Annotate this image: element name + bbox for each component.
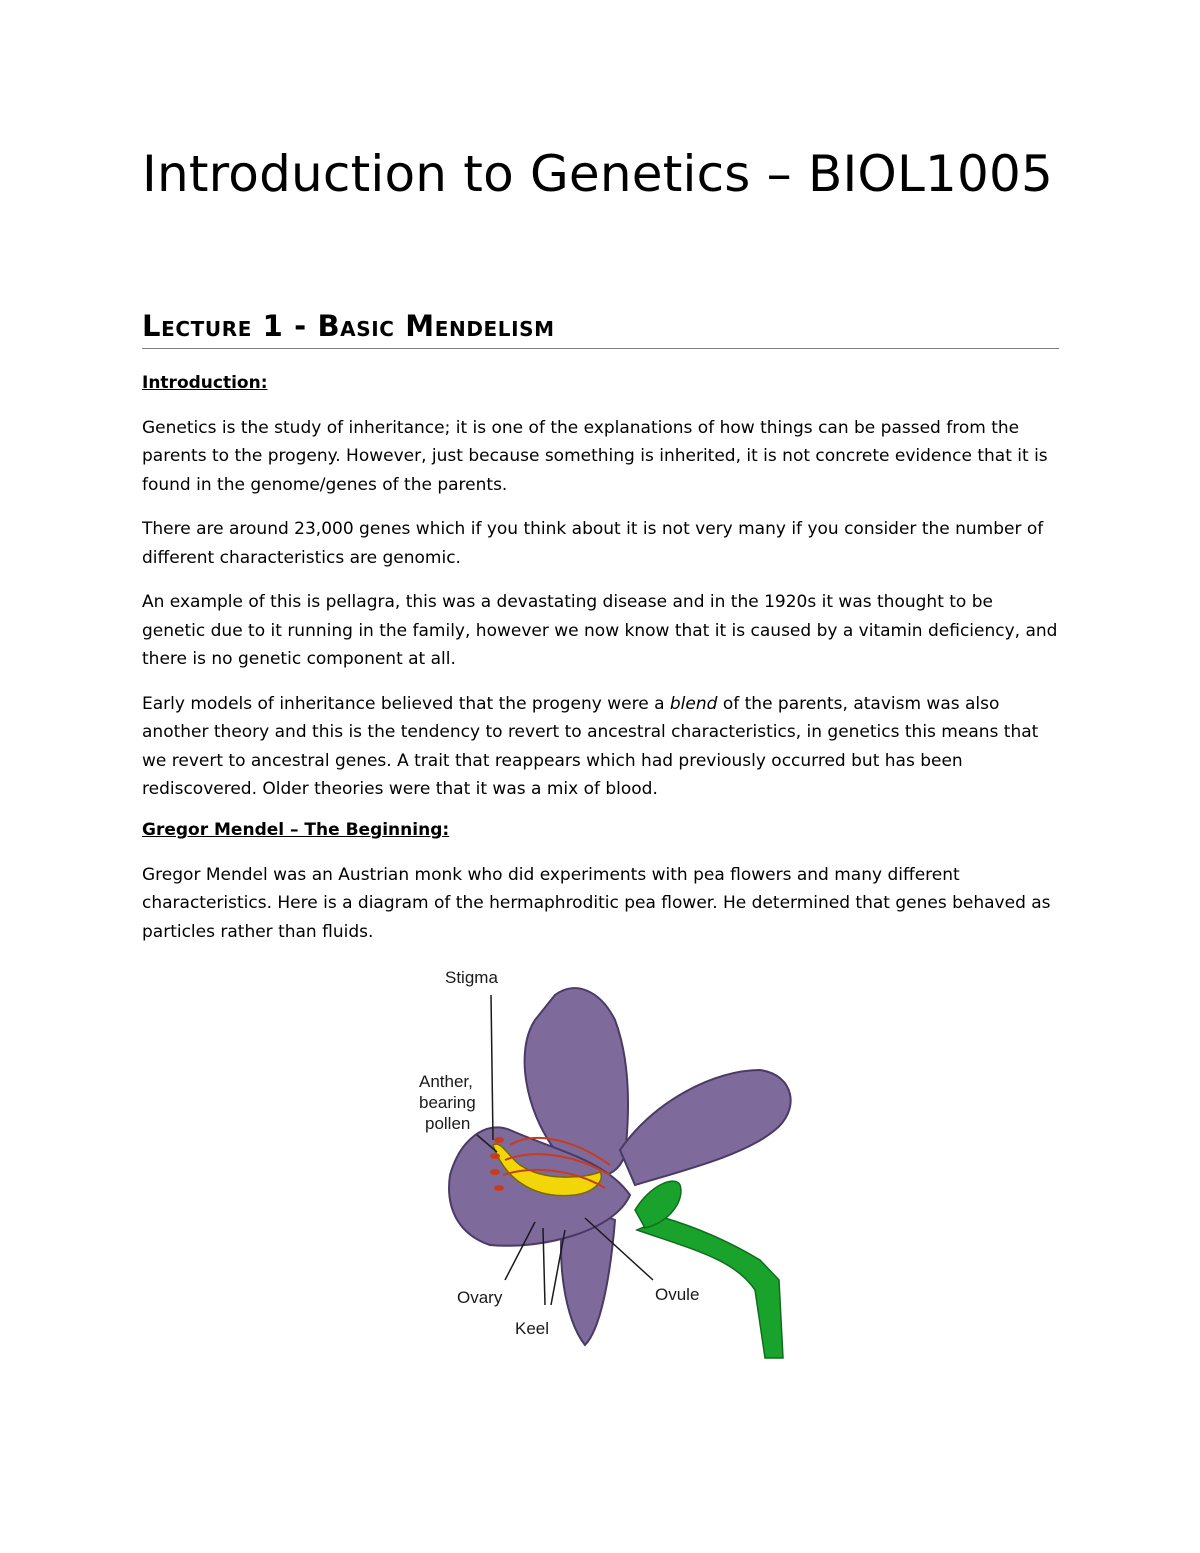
intro-p4-text-a: Early models of inheritance believed that the progeny were a bbox=[142, 693, 670, 714]
label-keel: Keel bbox=[515, 1319, 550, 1338]
mendel-heading: Gregor Mendel – The Beginning: bbox=[142, 820, 450, 840]
label-ovary: Ovary bbox=[457, 1288, 503, 1307]
label-anther-1: Anther, bbox=[419, 1072, 473, 1091]
label-anther-2: bearing bbox=[419, 1093, 476, 1112]
wing-petal bbox=[620, 1070, 791, 1185]
pea-flower-illustration bbox=[415, 960, 815, 1370]
label-ovule: Ovule bbox=[655, 1285, 700, 1304]
label-stigma: Stigma bbox=[445, 968, 498, 987]
intro-paragraph-2: There are around 23,000 genes which if you think about it is not very many if you consider the number of different characteristics are genomic. bbox=[142, 519, 1044, 568]
intro-p4-text-b: of the parents, atavism was also another theory and this is the tendency to revert to ancestral characteristics, in genetics this means that we revert to ancestral genes. A trait that reappears which had previously occurred but has been rediscovered. Older theories were that it was a mix of blood. bbox=[142, 693, 1039, 799]
label-anther-3: pollen bbox=[425, 1114, 471, 1133]
introduction-section bbox=[142, 369, 1059, 820]
intro-paragraph-4 bbox=[142, 690, 1059, 804]
pea-flower-diagram bbox=[415, 960, 815, 1370]
mendel-paragraph-1: Gregor Mendel was an Austrian monk who did experiments with pea flowers and many different characteristics. Here is a diagram of the hermaphroditic pea flower. He determined that genes behaved as particles rather than fluids. bbox=[142, 864, 1051, 942]
intro-paragraph-1: Genetics is the study of inheritance; it is one of the explanations of how things can be passed from the parents to the progeny. However, just because something is inherited, it is not concrete evidence that it is found in the genome/genes of the parents. bbox=[142, 417, 1048, 495]
intro-paragraph-3: An example of this is pellagra, this was a devastating disease and in the 1920s it was thought to be genetic due to it running in the family, however we now know that it is caused by a vitamin deficiency, and there is no genetic component at all. bbox=[142, 592, 1058, 669]
introduction-heading: Introduction: bbox=[142, 373, 268, 393]
intro-p4-emphasis: blend bbox=[669, 693, 718, 714]
lecture-heading: Lecture 1 - Basic Mendelism bbox=[142, 308, 1059, 349]
mendel-section bbox=[142, 816, 1059, 962]
document-title: Introduction to Genetics – BIOL1005 bbox=[142, 145, 1054, 203]
